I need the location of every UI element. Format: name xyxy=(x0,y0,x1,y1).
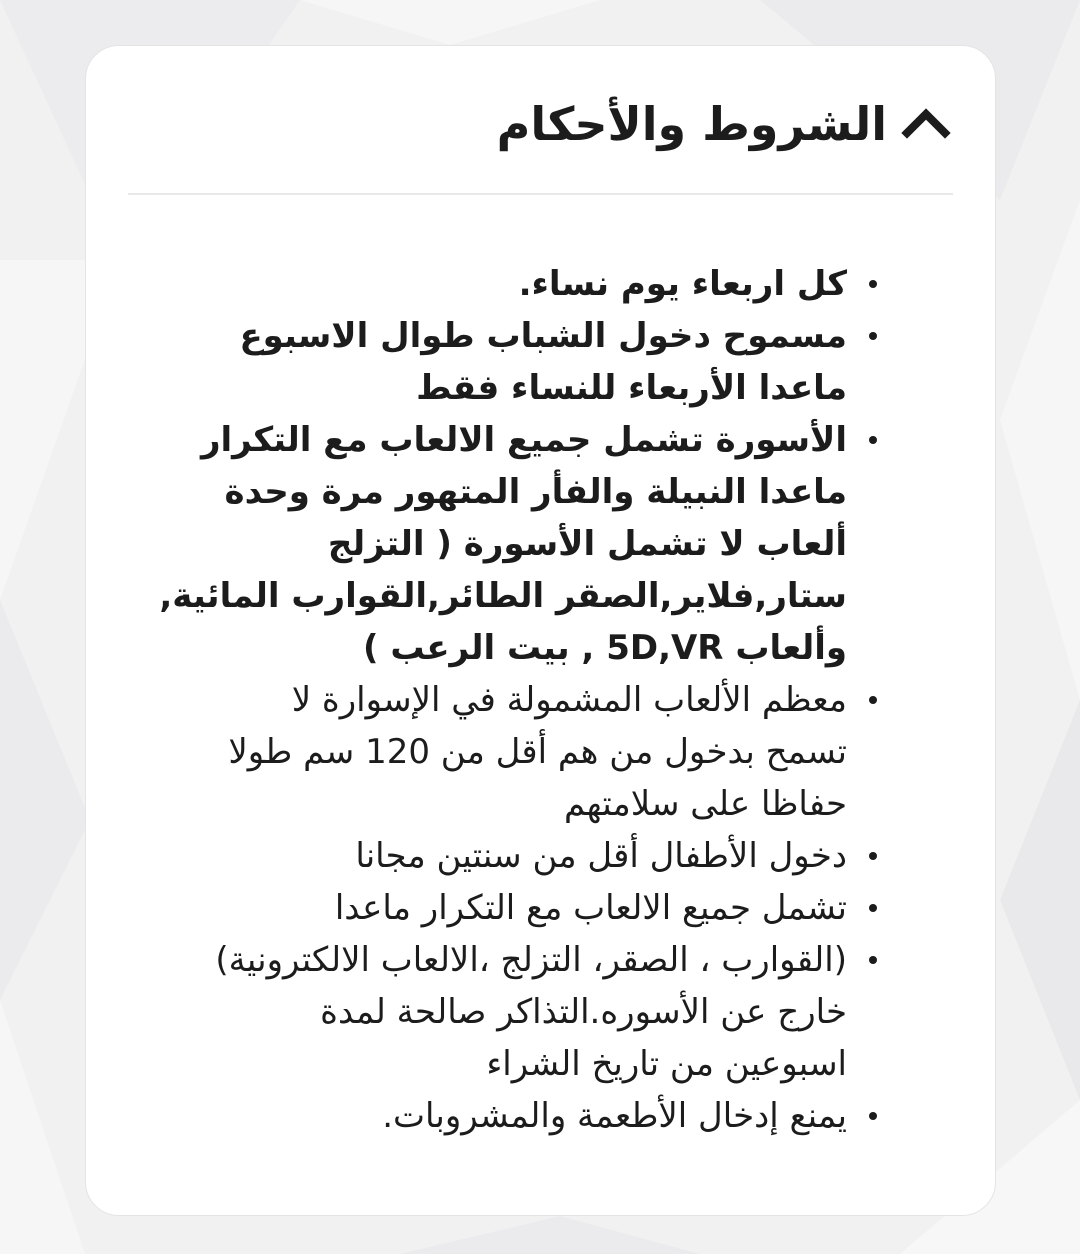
term-line: يمنع إدخال الأطعمة والمشروبات. xyxy=(382,1096,847,1136)
term-line: الأسورة تشمل جميع الالعاب مع التكرار xyxy=(200,420,847,460)
term-line: (القوارب ، الصقر، التزلج ،الالعاب الالكترونية) xyxy=(215,940,847,980)
header-divider xyxy=(128,193,953,195)
term-line: معظم الألعاب المشمولة في الإسوارة لا xyxy=(291,680,847,720)
term-line: دخول الأطفال أقل من سنتين مجانا xyxy=(355,836,847,876)
term-item xyxy=(127,830,927,882)
terms-header[interactable] xyxy=(497,88,951,160)
terms-list xyxy=(127,258,927,1142)
term-item xyxy=(127,258,927,310)
term-line: ألعاب لا تشمل الأسورة ( التزلج xyxy=(327,524,847,564)
term-item xyxy=(127,674,927,830)
term-item xyxy=(127,934,927,1090)
term-line: اسبوعين من تاريخ الشراء xyxy=(486,1044,847,1084)
term-item xyxy=(127,882,927,934)
term-item xyxy=(127,310,927,414)
term-line: ماعدا النبيلة والفأر المتهور مرة وحدة xyxy=(224,472,847,512)
term-line: كل اربعاء يوم نساء. xyxy=(518,264,847,304)
term-line: ماعدا الأربعاء للنساء فقط xyxy=(416,368,847,408)
terms-title: الشروط والأحكام xyxy=(496,97,887,151)
term-line: مسموح دخول الشباب طوال الاسبوع xyxy=(239,316,847,356)
term-line: خارج عن الأسوره.التذاكر صالحة لمدة xyxy=(320,992,847,1032)
chevron-up-icon[interactable] xyxy=(901,99,951,149)
term-item xyxy=(127,1090,927,1142)
term-line: تشمل جميع الالعاب مع التكرار ماعدا xyxy=(334,888,847,928)
term-line: حفاظا على سلامتهم xyxy=(563,784,847,824)
term-item xyxy=(127,414,927,674)
term-line: ستار,فلاير,الصقر الطائر,القوارب المائية, xyxy=(159,576,847,616)
term-line: وألعاب 5D,VR , بيت الرعب ) xyxy=(362,628,847,668)
terms-card xyxy=(85,45,996,1216)
term-line: تسمح بدخول من هم أقل من 120 سم طولا xyxy=(228,732,847,772)
collapse-toggle[interactable] xyxy=(901,99,951,149)
